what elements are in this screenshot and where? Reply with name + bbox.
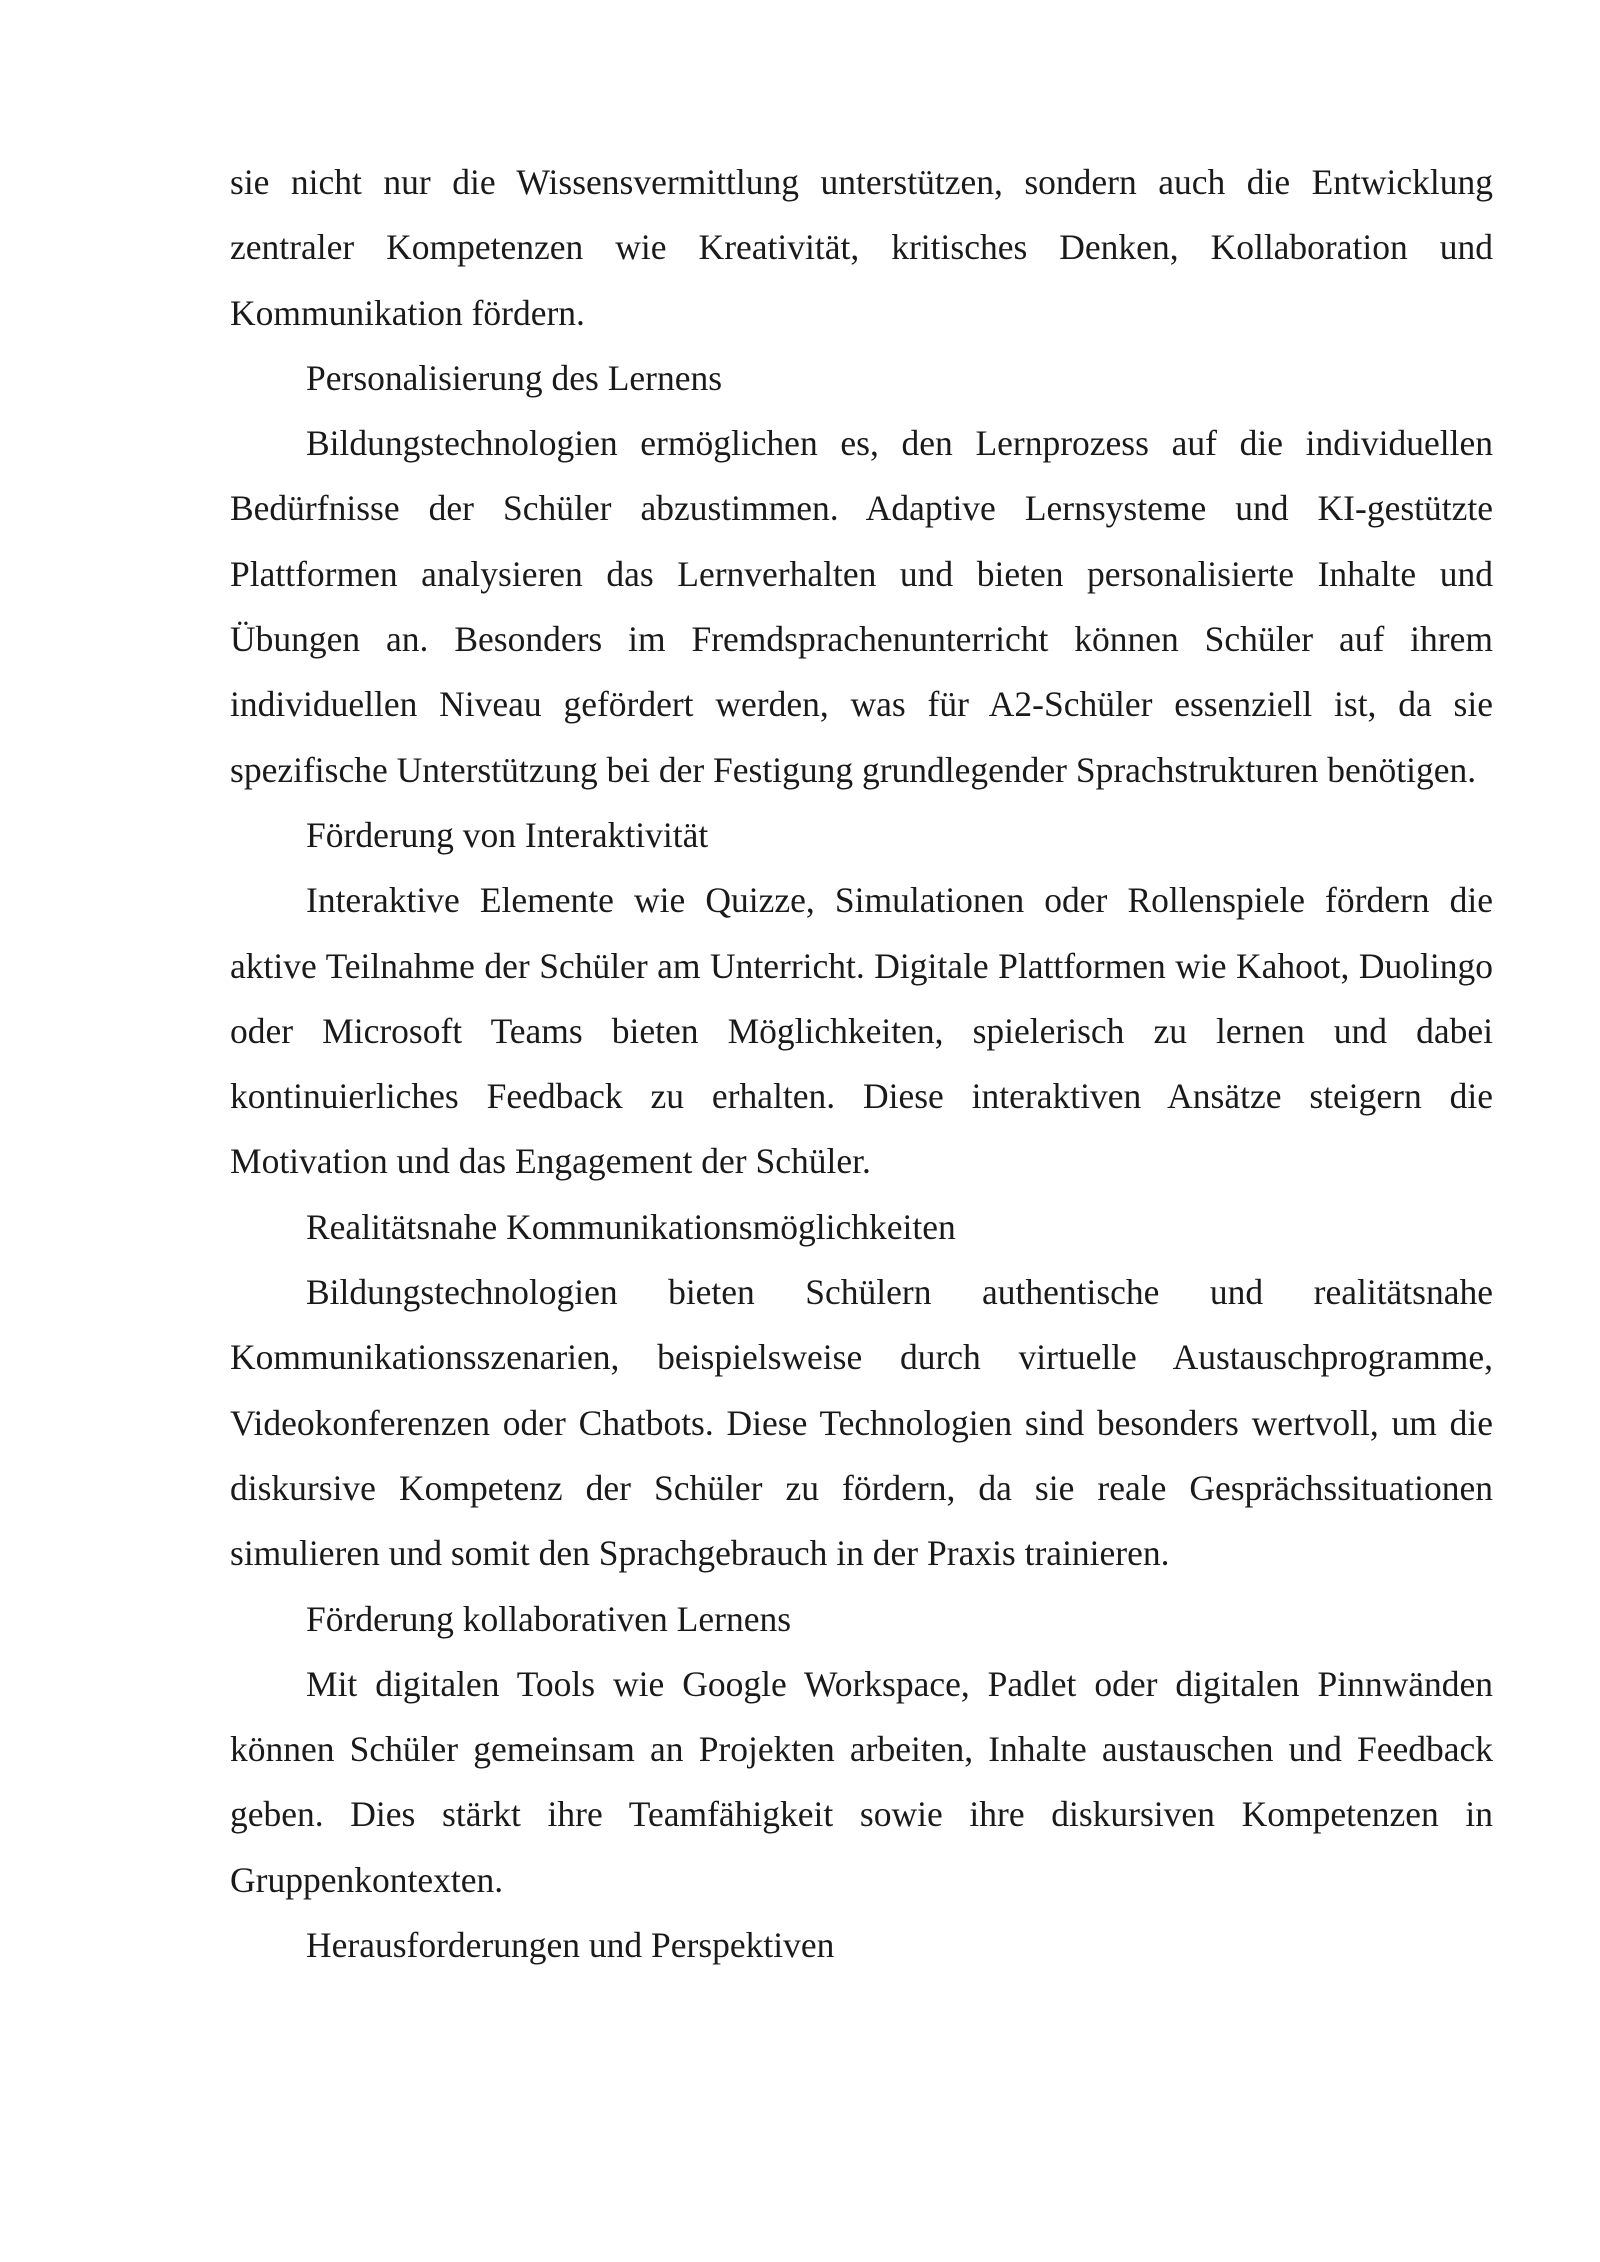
body-text: [230, 150, 1493, 1978]
paragraph-kommunikation: Bildungstechnologien bieten Schülern authentische und realitätsnahe Kommunikationsszenarien, beispielsweise durch virtuelle Austauschprogramme, Videokonferenzen oder Chatbots. Diese Technologien sind besonders wertvoll, um die diskursive Kompetenz der Schüler zu fördern, da sie reale Gesprächssituationen simulieren und somit den Sprachgebrauch in der Praxis trainieren.: [230, 1272, 1493, 1574]
paragraph-intro: sie nicht nur die Wissensvermittlung unterstützen, sondern auch die Entwicklung zentraler Kompetenzen wie Kreativität, kritisches Denken, Kollaboration und Kommunikation fördern.: [230, 162, 1493, 333]
section-heading-interaktivitaet: Förderung von Interaktivität: [306, 814, 709, 855]
paragraph-interaktivitaet: Interaktive Elemente wie Quizze, Simulationen oder Rollenspiele fördern die aktive Teilnahme der Schüler am Unterricht. Digitale Plattformen wie Kahoot, Duolingo oder Microsoft Teams bieten Möglichkeiten, spielerisch zu lernen und dabei kontinuierliches Feedback zu erhalten. Diese interaktiven Ansätze steigern die Motivation und das Engagement der Schüler.: [230, 880, 1493, 1182]
paragraph-personalisierung: Bildungstechnologien ermöglichen es, den Lernprozess auf die individuellen Bedürfnisse der Schüler abzustimmen. Adaptive Lernsysteme und KI-gestützte Plattformen analysieren das Lernverhalten und bieten personalisierte Inhalte und Übungen an. Besonders im Fremdsprachenunterricht können Schüler auf ihrem individuellen Niveau gefördert werden, was für A2-Schüler essenziell ist, da sie spezifische Unterstützung bei der Festigung grundlegender Sprachstrukturen benötigen.: [230, 423, 1493, 790]
paragraph-kollaboration: Mit digitalen Tools wie Google Workspace, Padlet oder digitalen Pinnwänden können Schüler gemeinsam an Projekten arbeiten, Inhalte austauschen und Feedback geben. Dies stärkt ihre Teamfähigkeit sowie ihre diskursiven Kompetenzen in Gruppenkontexten.: [230, 1663, 1493, 1900]
section-heading-kommunikation: Realitätsnahe Kommunikationsmöglichkeiten: [306, 1206, 956, 1247]
section-heading-kollaboration: Förderung kollaborativen Lernens: [306, 1598, 792, 1639]
section-heading-personalisierung: Personalisierung des Lernens: [306, 357, 723, 398]
section-heading-herausforderungen: Herausforderungen und Perspektiven: [306, 1925, 835, 1966]
